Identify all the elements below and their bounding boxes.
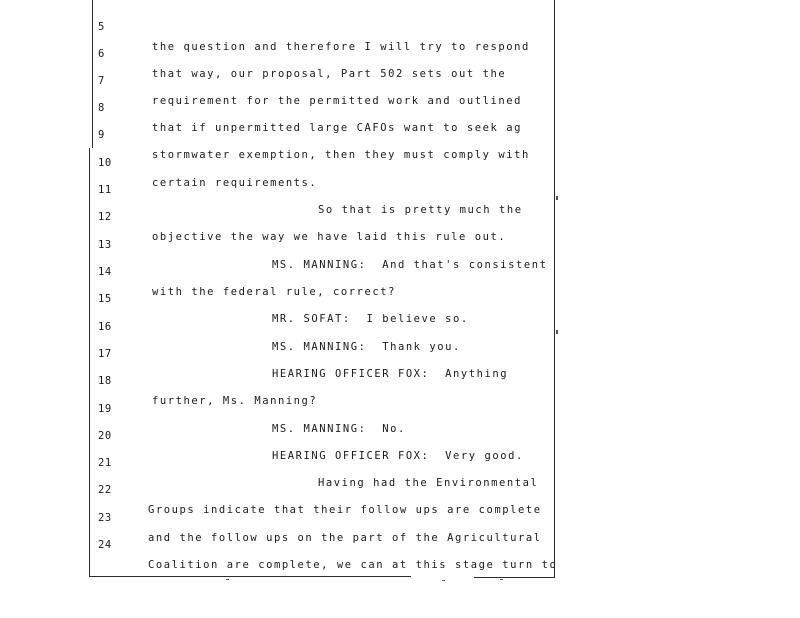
transcript-line <box>0 0 560 53</box>
line-text: the question and therefore I will try to respond <box>152 41 530 53</box>
line-text: requirement for the permitted work and outlined <box>152 95 522 107</box>
page-border-bottom <box>89 576 411 577</box>
line-number: 20 <box>98 430 112 442</box>
line-number: 6 <box>98 48 105 60</box>
line-text: stormwater exemption, then they must comply with <box>152 149 530 161</box>
line-text: further, Ms. Manning? <box>152 395 318 407</box>
line-text: certain requirements. <box>152 177 318 189</box>
scan-speck <box>500 579 503 580</box>
line-text: and the follow ups on the part of the Agricultural <box>148 532 542 544</box>
line-text: MS. MANNING: No. <box>272 423 406 435</box>
line-text: HEARING OFFICER FOX: Very good. <box>272 450 524 462</box>
page-border-bottom-right <box>474 577 555 578</box>
line-text: HEARING OFFICER FOX: Anything <box>272 368 509 380</box>
line-number: 15 <box>98 293 112 305</box>
line-number: 14 <box>98 266 112 278</box>
line-number: 13 <box>98 239 112 251</box>
line-number: 16 <box>98 321 112 333</box>
line-text: Groups indicate that their follow ups are complete <box>148 504 542 516</box>
line-text: MS. MANNING: And that's consistent <box>272 259 548 271</box>
line-text: So that is pretty much the <box>318 204 523 216</box>
line-text: with the federal rule, correct? <box>152 286 397 298</box>
line-number: 24 <box>98 539 112 551</box>
line-text: Coalition are complete, we can at this stage turn to <box>148 559 558 571</box>
line-number: 17 <box>98 348 112 360</box>
page-border-left-upper <box>92 0 93 148</box>
line-number: 12 <box>98 211 112 223</box>
line-number: 19 <box>98 403 112 415</box>
line-text: Having had the Environmental <box>318 477 539 489</box>
line-text: objective the way we have laid this rule out. <box>152 231 507 243</box>
line-text: that if unpermitted large CAFOs want to seek ag <box>152 122 522 134</box>
line-text: that way, our proposal, Part 502 sets out the <box>152 68 507 80</box>
line-number: 23 <box>98 512 112 524</box>
line-number: 8 <box>98 102 105 114</box>
scan-speck <box>226 579 229 580</box>
line-text: MR. SOFAT: I believe so. <box>272 313 469 325</box>
line-number: 7 <box>98 75 105 87</box>
line-number: 21 <box>98 457 112 469</box>
line-number: 5 <box>98 21 105 33</box>
line-number: 11 <box>98 184 112 196</box>
scan-speck <box>442 580 445 581</box>
line-number: 10 <box>98 157 112 169</box>
line-number: 22 <box>98 484 112 496</box>
line-text: MS. MANNING: Thank you. <box>272 341 461 353</box>
line-number: 18 <box>98 375 112 387</box>
line-number: 9 <box>98 129 105 141</box>
